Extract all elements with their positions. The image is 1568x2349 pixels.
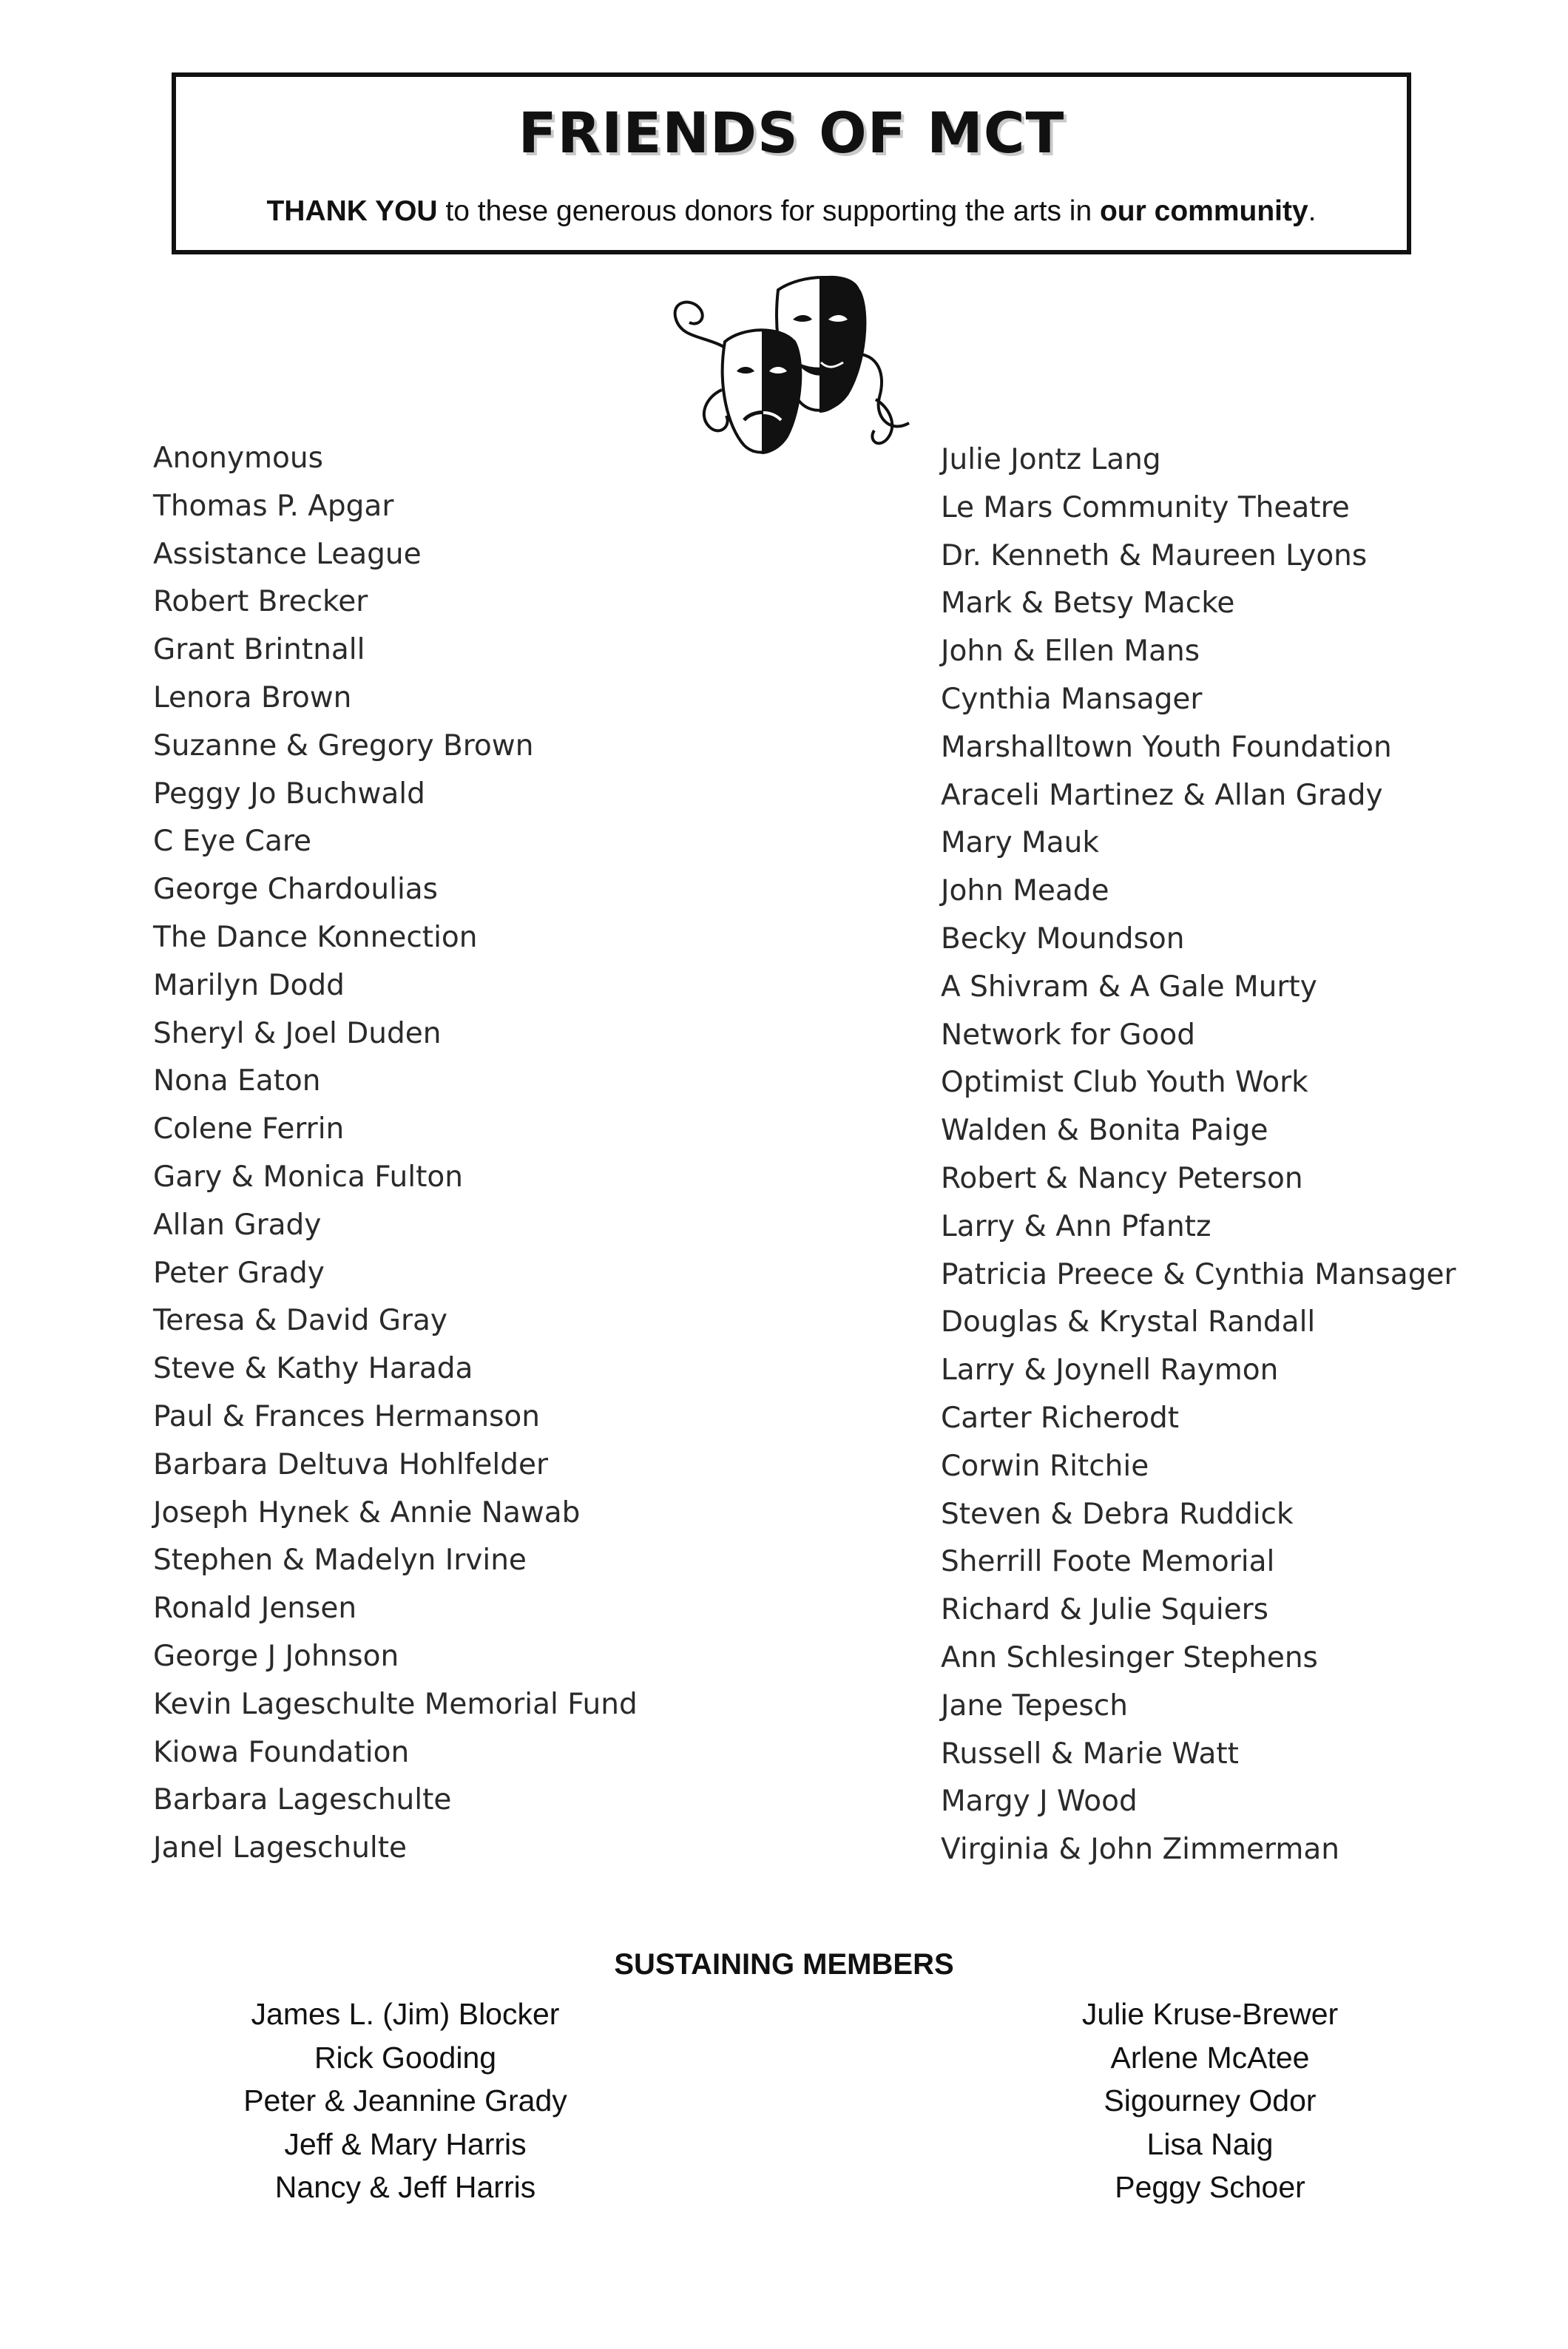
donor-name: Kevin Lageschulte Memorial Fund	[153, 1687, 638, 1721]
subtitle-emphasis-thank-you: THANK YOU	[266, 195, 438, 227]
donor-name: Optimist Club Youth Work	[941, 1066, 1308, 1100]
donor-name: Cynthia Mansager	[941, 682, 1203, 716]
donor-name: Steve & Kathy Harada	[153, 1352, 473, 1386]
sustaining-member-name: Peter & Jeannine Grady	[243, 2083, 567, 2118]
donor-name: Colene Ferrin	[153, 1112, 345, 1146]
donor-name: Allan Grady	[153, 1208, 322, 1242]
sustaining-member-name: Lisa Naig	[1146, 2126, 1274, 2161]
donor-name: Assistance League	[153, 537, 422, 571]
donor-name: Larry & Joynell Raymon	[941, 1353, 1279, 1388]
donor-name: Walden & Bonita Paige	[941, 1114, 1268, 1148]
donor-name: Stephen & Madelyn Irvine	[153, 1544, 527, 1578]
donor-name: Teresa & David Gray	[153, 1304, 448, 1338]
donor-name: Le Mars Community Theatre	[941, 490, 1350, 524]
donor-name: Robert & Nancy Peterson	[941, 1161, 1303, 1195]
sustaining-member-name: Julie Kruse-Brewer	[1081, 1997, 1339, 2031]
donor-name: Ann Schlesinger Stephens	[941, 1640, 1318, 1674]
donor-name: Russell & Marie Watt	[941, 1737, 1239, 1771]
donor-name: Joseph Hynek & Annie Nawab	[153, 1495, 581, 1530]
donor-name: Janel Lageschulte	[153, 1831, 408, 1865]
donor-list-left	[153, 435, 638, 1873]
header-box	[172, 72, 1411, 254]
sustaining-member-name: Jeff & Mary Harris	[284, 2126, 527, 2161]
donor-name: Mary Mauk	[941, 826, 1099, 860]
page-subtitle	[176, 197, 1407, 226]
donor-name: Gary & Monica Fulton	[153, 1160, 463, 1194]
sustaining-member-name: Nancy & Jeff Harris	[274, 2170, 536, 2204]
donor-name: A Shivram & A Gale Murty	[941, 970, 1317, 1004]
donor-name: Anonymous	[153, 442, 323, 475]
sustaining-member-name: Arlene McAtee	[1110, 2040, 1310, 2075]
donor-name: Dr. Kenneth & Maureen Lyons	[941, 538, 1368, 572]
donor-name: Araceli Martinez & Allan Grady	[941, 778, 1383, 812]
donor-list-right	[941, 436, 1456, 1874]
donor-name: Paul & Frances Hermanson	[153, 1399, 540, 1433]
subtitle-text: to these generous donors for supporting the arts in	[437, 195, 1100, 227]
sustaining-member-name: James L. (Jim) Blocker	[251, 1997, 560, 2031]
donor-name: Marilyn Dodd	[153, 968, 345, 1002]
donor-name: Sheryl & Joel Duden	[153, 1016, 442, 1050]
subtitle-emphasis-community: our community	[1099, 195, 1308, 227]
donor-name: John Meade	[941, 874, 1109, 908]
sustaining-list-right	[951, 1993, 1469, 2209]
donor-name: George J Johnson	[153, 1639, 399, 1673]
donor-name: Network for Good	[941, 1018, 1195, 1052]
donor-name: Robert Brecker	[153, 585, 368, 619]
donor-name: Carter Richerodt	[941, 1401, 1180, 1435]
donor-name: Margy J Wood	[941, 1785, 1138, 1819]
donor-name: Marshalltown Youth Foundation	[941, 730, 1392, 764]
donor-name: Patricia Preece & Cynthia Mansager	[941, 1257, 1456, 1291]
donor-name: George Chardoulias	[153, 873, 438, 907]
sustaining-members-heading: SUSTAINING MEMBERS	[614, 1948, 954, 1981]
donor-name: Kiowa Foundation	[153, 1735, 410, 1769]
donor-name: Virginia & John Zimmerman	[941, 1833, 1339, 1867]
sustaining-member-name: Rick Gooding	[314, 2040, 497, 2075]
donor-name: Mark & Betsy Macke	[941, 587, 1235, 621]
donor-name: Ronald Jensen	[153, 1592, 357, 1626]
donor-name: Julie Jontz Lang	[941, 443, 1161, 476]
donor-name: Barbara Lageschulte	[153, 1783, 452, 1817]
donor-name: Becky Moundson	[941, 922, 1185, 956]
donor-name: Larry & Ann Pfantz	[941, 1209, 1212, 1243]
donor-name: Corwin Ritchie	[941, 1449, 1149, 1483]
sustaining-member-name: Sigourney Odor	[1104, 2083, 1317, 2118]
donor-name: The Dance Konnection	[153, 920, 478, 954]
donor-name: Peggy Jo Buchwald	[153, 777, 425, 811]
donor-name: Peter Grady	[153, 1256, 325, 1290]
donor-name: Suzanne & Gregory Brown	[153, 729, 534, 763]
donor-name: Barbara Deltuva Hohlfelder	[153, 1447, 549, 1481]
donor-name: Thomas P. Apgar	[153, 489, 394, 523]
sustaining-list-left	[146, 1993, 664, 2209]
donor-name: Jane Tepesch	[941, 1689, 1128, 1723]
donor-name: John & Ellen Mans	[941, 635, 1200, 669]
donor-name: Richard & Julie Squiers	[941, 1593, 1268, 1627]
donor-name: Grant Brintnall	[153, 633, 365, 667]
sustaining-member-name: Peggy Schoer	[1115, 2170, 1305, 2204]
donor-name: C Eye Care	[153, 825, 312, 859]
donor-name: Douglas & Krystal Randall	[941, 1305, 1316, 1339]
donor-name: Sherrill Foote Memorial	[941, 1545, 1275, 1579]
subtitle-period: .	[1308, 195, 1317, 227]
page-title: FRIENDS OF MCT	[518, 100, 1065, 166]
donor-name: Nona Eaton	[153, 1064, 321, 1098]
theatre-masks-icon	[654, 268, 929, 463]
donor-name: Lenora Brown	[153, 680, 352, 714]
donor-name: Steven & Debra Ruddick	[941, 1497, 1294, 1531]
